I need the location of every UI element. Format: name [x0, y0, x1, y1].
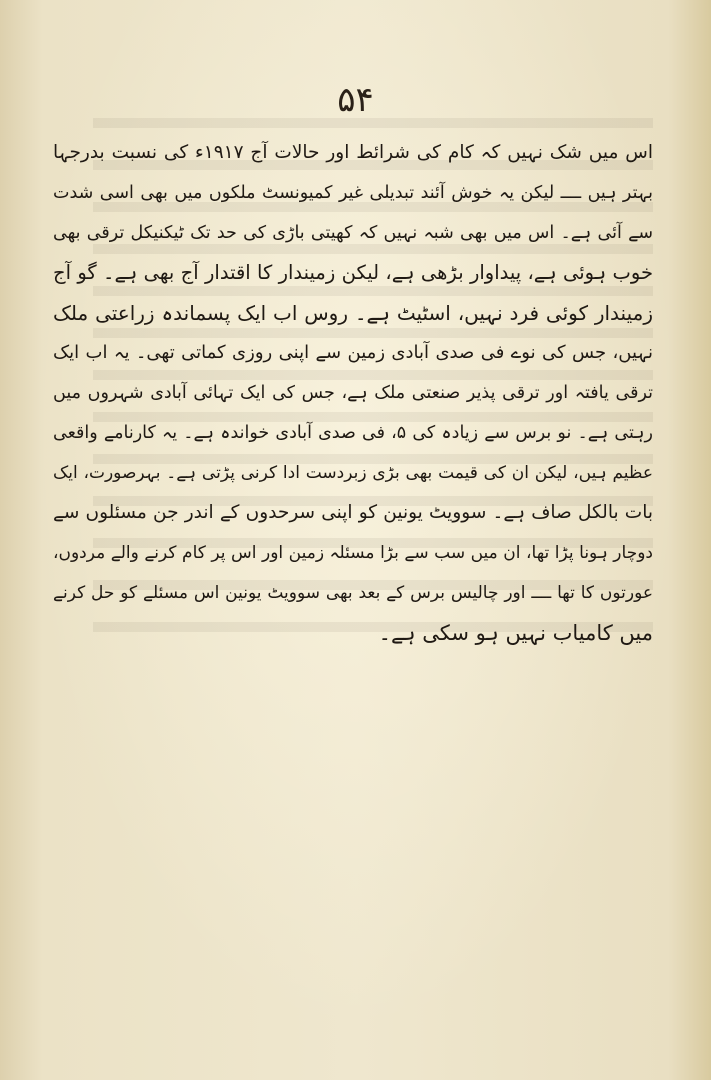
text-line: عورتوں کا تھا ــــ اور چالیس برس کے بعد بھی سوویٹ یونین اس مسئلے کو حل کرنے — [53, 583, 653, 603]
text-line: عظیم ہیں، لیکن ان کی قیمت بھی بڑی زبردست ادا کرنی پڑتی ہے۔ بہرصورت، ایک — [53, 463, 653, 483]
text-line: دوچار ہونا پڑا تھا، ان میں سب سے بڑا مسئلہ زمین اور اس پر کام کرنے والے مردوں، — [53, 543, 653, 563]
body-paragraph — [53, 133, 653, 653]
text-line: میں کامیاب نہیں ہو سکی ہے۔ — [378, 621, 653, 645]
text-line: بات بالکل صاف ہے۔ سوویٹ یونین کو اپنی سرحدوں کے اندر جن مسئلوں سے — [53, 502, 653, 523]
text-line: اس میں شک نہیں کہ کام کی شرائط اور حالات آج ۱۹۱۷ء کی نسبت بدرجہا — [53, 142, 653, 163]
text-line: نہیں، جس کی نوے فی صدی آبادی زمین سے اپنی روزی کماتی تھی۔ یہ اب ایک — [53, 342, 653, 363]
text-line: خوب ہوئی ہے، پیداوار بڑھی ہے، لیکن زمیندار کا اقتدار آج بھی ہے۔ گو آج — [53, 261, 653, 284]
text-line: سے آئی ہے۔ اس میں بھی شبہ نہیں کہ کھیتی باڑی کی حد تک ٹیکنیکل ترقی بھی — [53, 223, 653, 243]
page-number: ۵۴ — [337, 80, 374, 120]
text-line: زمیندار کوئی فرد نہیں، اسٹیٹ ہے۔ روس اب ایک پسماندہ زراعتی ملک — [53, 301, 653, 325]
text-line: رہتی ہے۔ نو برس سے زیادہ کی ۵، فی صدی آبادی خواندہ ہے۔ یہ کارنامے واقعی — [53, 423, 653, 443]
text-line: بہتر ہیں ــــ لیکن یہ خوش آئند تبدیلی غیر کمیونسٹ ملکوں میں بھی اسی شدت — [53, 183, 653, 203]
text-line: ترقی یافتہ اور ترقی پذیر صنعتی ملک ہے، جس کی ایک تہائی آبادی شہروں میں — [53, 383, 653, 403]
